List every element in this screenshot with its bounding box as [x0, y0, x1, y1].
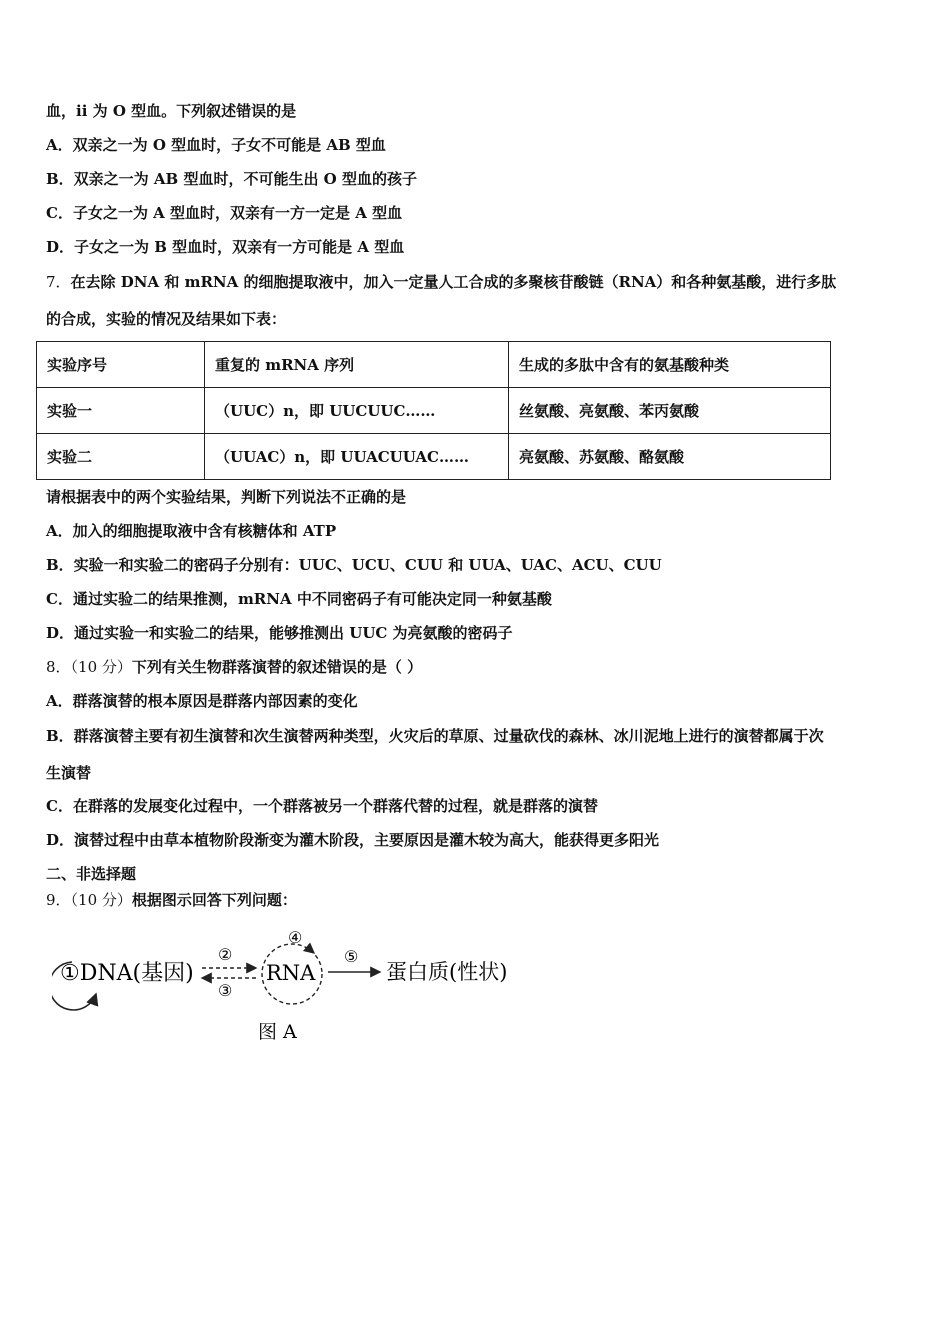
q8-option-b: B．群落演替主要有初生演替和次生演替两种类型，火灾后的草原、过量砍伐的森林、冰川泥地上进行的演替都属于次: [46, 727, 824, 745]
q8-number: 8．: [46, 658, 71, 676]
rna-replication-arrowhead: [308, 948, 314, 953]
q7-number: 7．: [46, 273, 71, 291]
figure-caption: 图 A: [258, 1021, 297, 1043]
q8-score: （10 分）: [70, 658, 132, 676]
table-header-cell: 重复的 mRNA 序列: [205, 342, 509, 388]
dna-label: ①DNA(基因): [60, 961, 194, 986]
q8-option-b-cont: 生演替: [46, 764, 92, 782]
table-header-cell: 生成的多肽中含有的氨基酸种类: [509, 342, 831, 388]
central-dogma-diagram: [52, 922, 552, 1048]
protein-label: 蛋白质(性状): [386, 960, 508, 984]
q7-option-c: C．通过实验二的结果推测，mRNA 中不同密码子有可能决定同一种氨基酸: [46, 590, 552, 608]
q7-stem-line1: [46, 272, 836, 292]
arrow-2-label: ②: [218, 945, 233, 964]
q7-option-d: D．通过实验一和实验二的结果，能够推测出 UUC 为亮氨酸的密码子: [46, 624, 513, 642]
q9-number: 9．: [46, 891, 71, 909]
table-cell: 亮氨酸、苏氨酸、酪氨酸: [509, 434, 831, 480]
arrow-4-label: ④: [288, 928, 303, 947]
q8-stem-text: 下列有关生物群落演替的叙述错误的是（ ）: [131, 658, 423, 676]
q9-score: （10 分）: [70, 891, 132, 909]
table-cell: （UUAC）n，即 UUACUUAC……: [205, 434, 509, 480]
q8-option-c: C．在群落的发展变化过程中，一个群落被另一个群落代替的过程，就是群落的演替: [46, 797, 598, 815]
q6-option-c: C．子女之一为 A 型血时，双亲有一方一定是 A 型血: [46, 204, 403, 222]
q7-question: 请根据表中的两个实验结果，判断下列说法不正确的是: [46, 488, 407, 506]
arrow-3-label: ③: [218, 981, 233, 1000]
q6-intro: 血，ii 为 O 型血。下列叙述错误的是: [46, 102, 297, 120]
q9-stem: [46, 890, 297, 910]
section-title: 二、非选择题: [46, 865, 137, 883]
table-cell: 实验一: [37, 388, 205, 434]
q7-option-a: A．加入的细胞提取液中含有核糖体和 ATP: [46, 522, 337, 540]
table-row: [37, 388, 831, 434]
q8-stem: [46, 657, 422, 677]
rna-label: RNA: [266, 961, 316, 985]
q8-option-d: D．演替过程中由草本植物阶段渐变为灌木阶段，主要原因是灌木较为高大，能获得更多阳光: [46, 831, 660, 849]
table-row: [37, 434, 831, 480]
experiment-table: [36, 341, 831, 480]
q6-option-b: B．双亲之一为 AB 型血时，不可能生出 O 型血的孩子: [46, 170, 417, 188]
q7-option-b: B．实验一和实验二的密码子分别有：UUC、UCU、CUU 和 UUA、UAC、ACU、CUU: [46, 556, 662, 574]
q8-option-a: A．群落演替的根本原因是群落内部因素的变化: [46, 692, 358, 710]
q7-stem-line2: 的合成，实验的情况及结果如下表：: [46, 310, 287, 328]
q6-option-d: D．子女之一为 B 型血时，双亲有一方可能是 A 型血: [46, 238, 405, 256]
table-header-row: [37, 342, 831, 388]
q7-stem-text: 在去除 DNA 和 mRNA 的细胞提取液中，加入一定量人工合成的多聚核苷酸链（RNA）和各种氨基酸，进行多肽: [70, 273, 837, 291]
q6-option-a: A．双亲之一为 O 型血时，子女不可能是 AB 型血: [46, 136, 386, 154]
q9-stem-text: 根据图示回答下列问题：: [131, 891, 297, 909]
table-cell: 实验二: [37, 434, 205, 480]
table-header-cell: 实验序号: [37, 342, 205, 388]
arrow-5-label: ⑤: [344, 947, 359, 966]
table-cell: （UUC）n，即 UUCUUC……: [205, 388, 509, 434]
table-cell: 丝氨酸、亮氨酸、苯丙氨酸: [509, 388, 831, 434]
